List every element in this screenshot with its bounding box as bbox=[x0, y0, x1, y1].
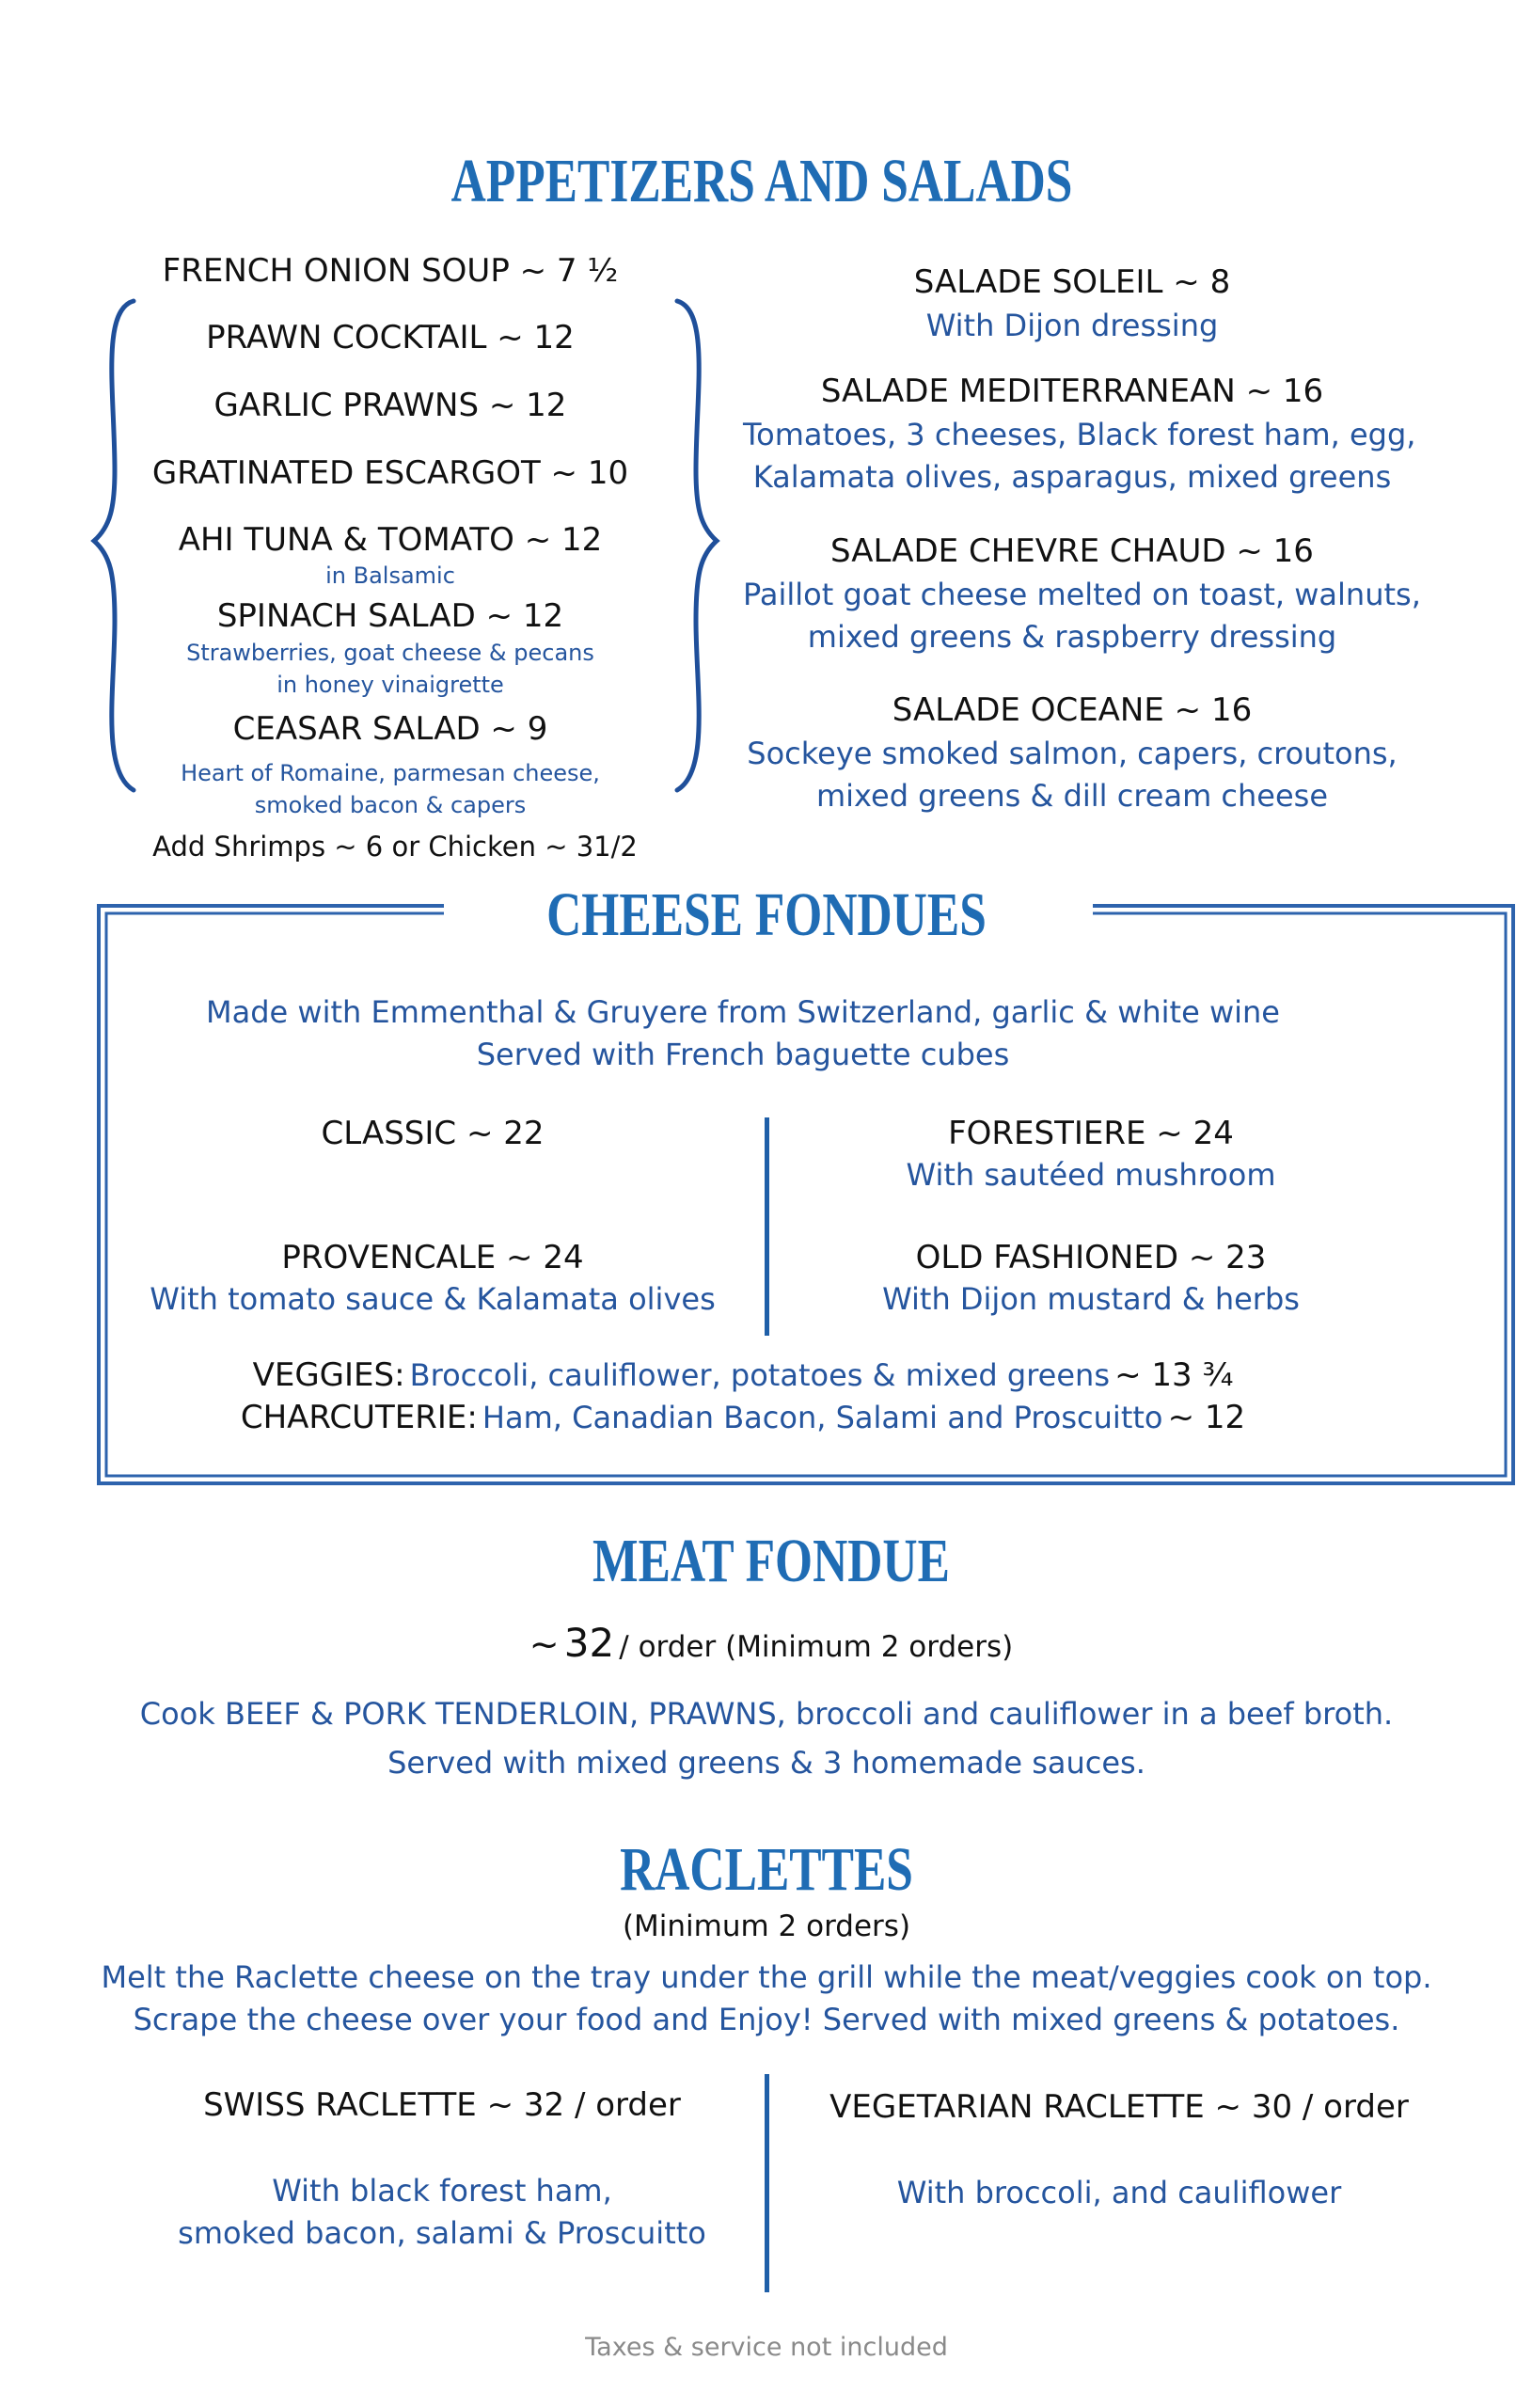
meat-fondue-desc-2: Served with mixed greens & 3 homemade sauces. bbox=[387, 1745, 1145, 1781]
cheese-divider bbox=[765, 1117, 769, 1336]
raclettes-title: RACLETTES bbox=[620, 1835, 913, 1904]
raclette-vegetarian: VEGETARIAN RACLETTE ~ 30 / order bbox=[829, 2088, 1409, 2126]
charcuterie-price: ~ 12 bbox=[1167, 1399, 1246, 1436]
addon-note: Add Shrimps ~ 6 or Chicken ~ 31/2 bbox=[152, 831, 638, 863]
raclette-swiss: SWISS RACLETTE ~ 32 / order bbox=[203, 2086, 681, 2124]
veggies-label: VEGGIES: bbox=[252, 1356, 405, 1394]
menu-item-ahi-tuna: AHI TUNA & TOMATO ~ 12 bbox=[178, 521, 603, 559]
charcuterie-line bbox=[0, 1399, 1486, 1436]
menu-item-salade-soleil-desc: With Dijon dressing bbox=[925, 308, 1219, 343]
menu-item-salade-mediterranean: SALADE MEDITERRANEAN ~ 16 bbox=[820, 372, 1324, 410]
cheese-fondues-title: CHEESE FONDUES bbox=[546, 880, 987, 949]
menu-item-spinach-salad-desc2: in honey vinaigrette bbox=[276, 672, 504, 698]
left-brace bbox=[87, 282, 143, 809]
menu-item-french-onion-soup: FRENCH ONION SOUP ~ 7 ½ bbox=[162, 252, 619, 290]
meat-fondue-title: MEAT FONDUE bbox=[592, 1527, 950, 1595]
fondue-provencale: PROVENCALE ~ 24 bbox=[281, 1239, 584, 1276]
menu-item-salade-chevre-chaud-desc2: mixed greens & raspberry dressing bbox=[807, 619, 1337, 655]
right-brace bbox=[668, 282, 724, 809]
veggies-text: Broccoli, cauliflower, potatoes & mixed greens bbox=[409, 1357, 1110, 1393]
menu-item-garlic-prawns: GARLIC PRAWNS ~ 12 bbox=[213, 387, 567, 424]
veggies-line bbox=[0, 1356, 1486, 1394]
fondue-provencale-desc: With tomato sauce & Kalamata olives bbox=[150, 1281, 716, 1317]
menu-item-prawn-cocktail: PRAWN COCKTAIL ~ 12 bbox=[206, 319, 575, 356]
meat-fondue-tilde: ~ bbox=[529, 1624, 560, 1665]
fondue-classic: CLASSIC ~ 22 bbox=[321, 1115, 545, 1152]
meat-fondue-price: 32 bbox=[563, 1620, 615, 1666]
menu-item-spinach-salad-desc1: Strawberries, goat cheese & pecans bbox=[186, 640, 594, 666]
fondue-old-fashioned: OLD FASHIONED ~ 23 bbox=[915, 1239, 1267, 1276]
menu-item-ahi-tuna-desc: in Balsamic bbox=[325, 562, 455, 589]
menu-item-ceasar-salad: CEASAR SALAD ~ 9 bbox=[232, 710, 548, 748]
menu-item-salade-chevre-chaud: SALADE CHEVRE CHAUD ~ 16 bbox=[830, 532, 1314, 570]
charcuterie-label: CHARCUTERIE: bbox=[240, 1399, 478, 1436]
raclette-swiss-desc-2: smoked bacon, salami & Proscuitto bbox=[178, 2215, 706, 2251]
menu-item-ceasar-salad-desc2: smoked bacon & capers bbox=[254, 792, 527, 818]
menu-item-salade-soleil: SALADE SOLEIL ~ 8 bbox=[913, 263, 1231, 301]
veggies-price: ~ 13 ¾ bbox=[1114, 1356, 1234, 1394]
fondue-old-fashioned-desc: With Dijon mustard & herbs bbox=[882, 1281, 1300, 1317]
raclettes-desc-1: Melt the Raclette cheese on the tray under the grill while the meat/veggies cook on top. bbox=[101, 1959, 1432, 1995]
menu-item-salade-mediterranean-desc1: Tomatoes, 3 cheeses, Black forest ham, egg, bbox=[743, 417, 1416, 452]
cheese-intro-1: Made with Emmenthal & Gruyere from Switzerland, garlic & white wine bbox=[206, 994, 1280, 1030]
menu-item-spinach-salad: SPINACH SALAD ~ 12 bbox=[216, 597, 564, 635]
menu-item-salade-oceane-desc2: mixed greens & dill cream cheese bbox=[815, 778, 1329, 814]
meat-fondue-price-line bbox=[0, 1620, 1532, 1666]
meat-fondue-desc-1: Cook BEEF & PORK TENDERLOIN, PRAWNS, broccoli and cauliflower in a beef broth. bbox=[139, 1696, 1394, 1732]
menu-item-salade-chevre-chaud-desc1: Paillot goat cheese melted on toast, walnuts, bbox=[743, 577, 1421, 612]
appetizers-title: APPETIZERS AND SALADS bbox=[450, 147, 1073, 215]
raclettes-divider bbox=[765, 2074, 769, 2292]
meat-fondue-order: / order (Minimum 2 orders) bbox=[619, 1630, 1014, 1664]
raclette-vegetarian-desc: With broccoli, and cauliflower bbox=[896, 2175, 1342, 2210]
fondue-forestiere-desc: With sautéed mushroom bbox=[906, 1157, 1276, 1193]
menu-item-salade-mediterranean-desc2: Kalamata olives, asparagus, mixed greens bbox=[752, 459, 1392, 495]
footer-note: Taxes & service not included bbox=[585, 2333, 948, 2362]
fondue-forestiere: FORESTIERE ~ 24 bbox=[948, 1115, 1234, 1152]
menu-item-salade-oceane-desc1: Sockeye smoked salmon, capers, croutons, bbox=[747, 736, 1398, 771]
charcuterie-text: Ham, Canadian Bacon, Salami and Proscuitto bbox=[482, 1400, 1163, 1435]
raclettes-minimum: (Minimum 2 orders) bbox=[622, 1909, 911, 1943]
menu-item-gratinated-escargot: GRATINATED ESCARGOT ~ 10 bbox=[151, 454, 629, 492]
raclette-swiss-desc-1: With black forest ham, bbox=[272, 2173, 612, 2209]
menu-item-ceasar-salad-desc1: Heart of Romaine, parmesan cheese, bbox=[181, 760, 600, 786]
raclettes-desc-2: Scrape the cheese over your food and Enjoy! Served with mixed greens & potatoes. bbox=[133, 2002, 1400, 2037]
menu-item-salade-oceane: SALADE OCEANE ~ 16 bbox=[892, 691, 1253, 729]
cheese-intro-2: Served with French baguette cubes bbox=[476, 1037, 1010, 1072]
